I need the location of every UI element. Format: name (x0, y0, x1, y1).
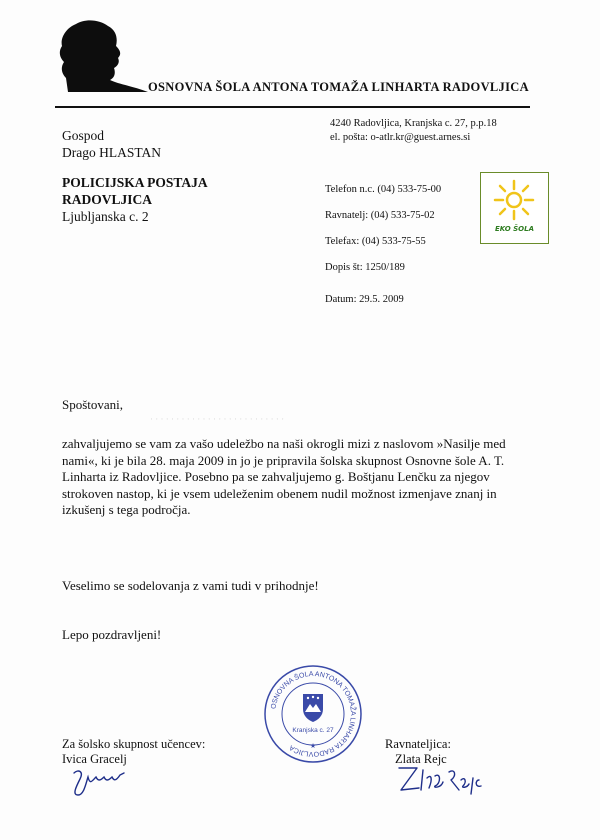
left-handwritten-signature (68, 765, 138, 801)
seal-inner-text: Kranjska c. 27 (292, 727, 334, 734)
regards: Lepo pozdravljeni! (62, 627, 162, 642)
seal-ring-text: OSNOVNA ŠOLA ANTONA TOMAŽA LINHARTA RADOVLJICA (270, 670, 357, 758)
right-handwritten-signature (395, 762, 495, 798)
sun-icon (481, 173, 548, 227)
slovenia-coat-of-arms-icon (303, 694, 323, 722)
right-signatory-name: Zlata Rejc (395, 752, 447, 766)
recipient-org-line1: POLICIJSKA POSTAJA (62, 175, 208, 190)
recipient-name: Drago HLASTAN (62, 145, 162, 160)
letter-paragraph: zahvaljujemo se vam za vašo udeležbo na naši okrogli mizi z naslovom »Nasilje med nami«, ki je bila 28. maja 2009 in jo je pripravila šolska skupnost Osnovne šole A. T. Linharta iz Radovljice. Posebno pa se zahvaljujemo g. Boštjanu Lenčku za njegov strokoven nastop, ki je vsem udeleženim obenem nudil možnost izmenjave znanj in izkušenj s tega področja. (62, 436, 506, 517)
recipient-street: Ljubljanska c. 2 (62, 209, 149, 224)
bleed-through-text: · · · · · · · · · · · · · · · · · · · · · · · · · · (150, 414, 285, 424)
header-divider (55, 106, 530, 108)
left-signatory-role: Za šolsko skupnost učencev: (62, 737, 206, 751)
letter-date: Datum: 29.5. 2009 (325, 294, 404, 305)
school-logo-silhouette (58, 18, 148, 92)
contact-director: Ravnatelj: (04) 533-75-02 (325, 210, 435, 221)
eco-school-logo (480, 172, 549, 244)
right-signatory-role: Ravnateljica: (385, 737, 451, 751)
left-signatory-name: Ivica Gracelj (62, 752, 127, 766)
school-email: el. pošta: o-atlr.kr@guest.arnes.si (330, 132, 471, 143)
school-name: OSNOVNA ŠOLA ANTONA TOMAŽA LINHARTA RADOVLJICA (148, 80, 529, 94)
official-school-seal (263, 664, 363, 764)
contact-fax: Telefax: (04) 533-75-55 (325, 236, 426, 247)
closing-wish: Veselimo se sodelovanja z vami tudi v prihodnje! (62, 578, 319, 593)
reference-number: Dopis št: 1250/189 (325, 262, 405, 273)
seal-star-icon: ★ (309, 742, 317, 750)
letter-greeting: Spoštovani, (62, 397, 124, 412)
school-address: 4240 Radovljica, Kranjska c. 27, p.p.18 (330, 118, 497, 129)
recipient-salutation: Gospod (62, 128, 105, 143)
contact-phone: Telefon n.c. (04) 533-75-00 (325, 184, 442, 195)
eco-school-label: EKO ŠOLA (494, 225, 535, 233)
recipient-org-line2: RADOVLJICA (62, 192, 153, 207)
